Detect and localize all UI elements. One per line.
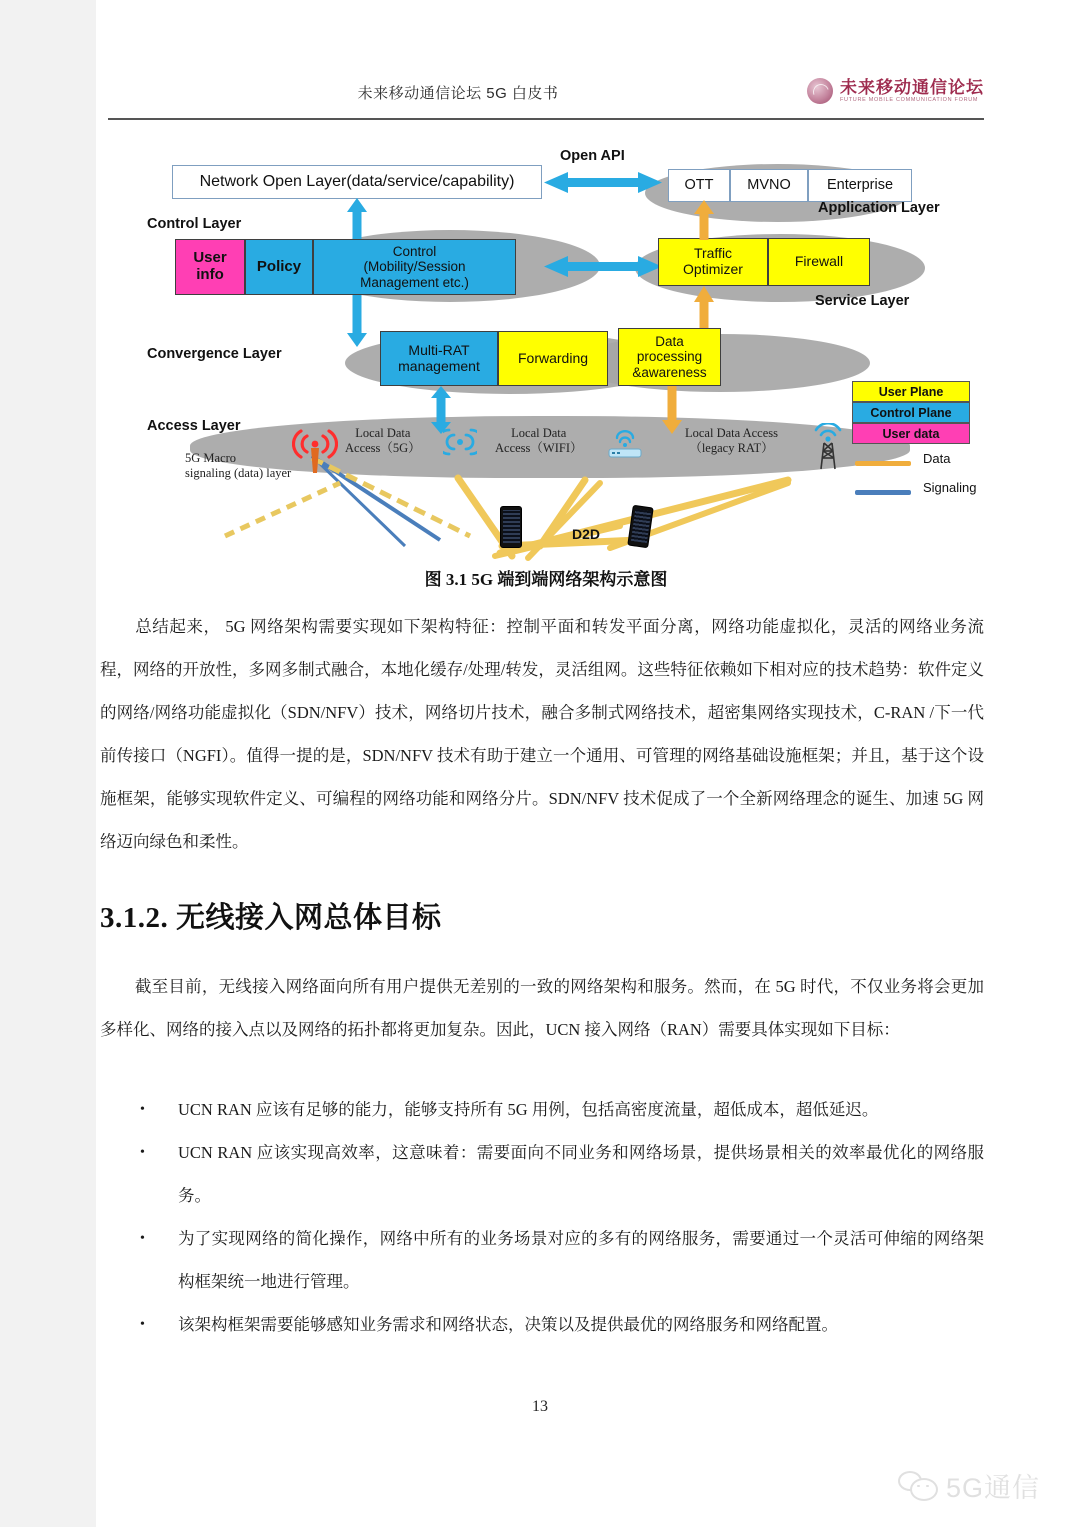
legend-user-plane-label: User Plane (878, 384, 944, 399)
control-box-user-info-label: User (193, 249, 227, 267)
application-box-enterprise (808, 169, 912, 202)
header-title: 未来移动通信论坛 5G 白皮书 (357, 85, 559, 102)
bullet-text-2: UCN RAN 应该实现高效率，这意味着：需要面向不同业务和网络场景，提供场景相关的效率最优化的网络服务。 (178, 1143, 984, 1205)
page-number: 13 (532, 1398, 548, 1415)
macro-base-station-icon (292, 426, 338, 474)
access-layer-label: Access Layer (147, 418, 241, 434)
access-node-wifi-label: Local Data Access（WIFI） (495, 426, 583, 455)
watermark-text: 5G通信 (945, 1473, 1040, 1503)
d2d-label: D2D (572, 526, 601, 542)
convergence-to-control-arrow-icon (346, 295, 368, 347)
application-box-mvno (730, 169, 808, 202)
access-node-5g-label: Local Data Access（5G） (345, 426, 421, 455)
application-box-mvno-label: MVNO (747, 177, 791, 194)
control-box-policy-label: Policy (256, 257, 302, 275)
legend-signaling-label: Signaling (923, 480, 977, 495)
watermark (898, 1466, 1040, 1505)
logo-name-en: FUTURE MOBILE COMMUNICATION FORUM (840, 96, 979, 103)
application-box-ott-label: OTT (684, 177, 714, 194)
access-node-legacy-label: Local Data Access （legacy RAT） (685, 426, 779, 455)
paragraph-architecture-summary-text: 总结起来， 5G 网络架构需要实现如下架构特征：控制平面和转发平面分离，网络功能虚拟化，灵活的网络业务流程，网络的开放性，多网多制式融合，本地化缓存/处理/转发，灵活组网。这些特征依赖如下相对应的技术趋势：软件定义的网络/网络功能虚拟化（SDN/NFV）技术，网络切片技术，融合多制式网络技术，超密集网络实现技术，C-RAN /下一代前传接口（NGFI）。值得一提的是，SDN/NFV 技术有助于建立一个通用、可管理的网络基础设施框架；并且，基于这个设施框架，能够实现软件定义、可编程的网络功能和网络分片。SDN/NFV 技术促成了一个全新网络理念的诞生、加速 5G 网络迈向绿色和柔性。 (100, 617, 984, 851)
bullet-text-1: UCN RAN 应该有足够的能力，能够支持所有 5G 用例，包括高密度流量，超低成本，超低延迟。 (178, 1100, 879, 1119)
access-node-macro-label: 5G Macro signaling (data) layer (185, 451, 292, 480)
legend-user-data (852, 423, 970, 444)
application-layer-label: Application Layer (818, 200, 940, 216)
service-box-firewall (768, 238, 870, 286)
page-left-margin (0, 0, 96, 1527)
list-item (100, 1303, 984, 1346)
application-box-enterprise-label: Enterprise (826, 177, 894, 194)
paragraph-ran-goals-text: 截至目前，无线接入网络面向所有用户提供无差别的一致的网络架构和服务。然而，在 5G 时代，不仅业务将会更加多样化、网络的接入点以及网络的拓扑都将更加复杂。因此，UCN 接入网络（RAN）需要具体实现如下目标： (100, 977, 984, 1039)
control-box-control-label: Control (392, 244, 437, 260)
control-layer-label: Control Layer (147, 216, 242, 232)
convergence-layer-label: Convergence Layer (147, 346, 282, 362)
control-to-open-layer-arrow-icon (346, 198, 368, 244)
logo-name-cn: 未来移动通信论坛 (840, 78, 984, 98)
figure-caption: 图 3.1 5G 端到端网络架构示意图 (424, 570, 668, 589)
control-box-policy (245, 239, 313, 295)
service-box-traffic-optimizer: Traffic Optimizer (658, 238, 768, 286)
legend-user-data-label: User data (882, 426, 940, 441)
list-item (100, 1217, 984, 1303)
logo-emblem-icon (807, 78, 833, 104)
control-box-control: Control (Mobility/Session Management etc.) (313, 239, 516, 295)
service-box-firewall-label: Firewall (794, 253, 844, 270)
header-divider (108, 118, 984, 120)
network-open-layer-box (172, 165, 542, 199)
legend-control-plane-label: Control Plane (870, 405, 952, 420)
wifi-router-icon (603, 428, 647, 462)
legend-data-label: Data (923, 451, 951, 466)
open-api-arrow-icon (544, 170, 662, 196)
convergence-box-data-processing-label: Data (655, 334, 684, 350)
forum-logo (807, 78, 984, 104)
convergence-box-forwarding-label: Forwarding (517, 349, 589, 366)
convergence-box-forwarding (498, 331, 608, 386)
ran-goals-bullet-list (100, 1088, 984, 1346)
user-device-1-icon (500, 506, 522, 548)
section-heading-3-1-2: 3.1.2. 无线接入网总体目标 (100, 902, 442, 934)
paragraph-ran-goals (100, 965, 984, 1051)
list-item (100, 1088, 984, 1131)
control-box-user-info: User info (175, 239, 245, 295)
application-box-ott (668, 169, 730, 202)
service-box-traffic-optimizer-label: Traffic (693, 245, 733, 262)
service-to-application-arrow-icon (693, 200, 715, 240)
convergence-box-data-processing: Data processing &awareness (618, 328, 721, 386)
bullet-text-4: 该架构框架需要能够感知业务需求和网络状态，决策以及提供最优的网络服务和网络配置。 (178, 1315, 838, 1334)
legend-signaling-line-swatch (855, 490, 911, 495)
chat-bubble-icon (898, 1471, 938, 1501)
legacy-rat-tower-icon (808, 423, 848, 471)
list-item (100, 1131, 984, 1217)
network-open-layer-label: Network Open Layer(data/service/capability) (199, 173, 515, 191)
legend-user-plane (852, 381, 970, 402)
bullet-text-3: 为了实现网络的简化操作，网络中所有的业务场景对应的多有的网络服务，需要通过一个灵活可伸缩的网络架构框架统一地进行管理。 (178, 1229, 984, 1291)
small-cell-5g-icon (443, 426, 477, 460)
page-header (108, 78, 984, 118)
open-api-label: Open API (560, 148, 625, 164)
convergence-box-multi-rat: Multi-RAT management (380, 331, 498, 386)
convergence-to-access-arrow-orange-icon (661, 386, 683, 434)
control-to-service-arrow-icon (544, 254, 662, 280)
network-architecture-figure (140, 138, 990, 563)
legend-control-plane (852, 402, 970, 423)
legend-data-line-swatch (855, 461, 911, 466)
convergence-box-multi-rat-label: Multi-RAT (408, 341, 470, 358)
paragraph-architecture-summary (100, 605, 984, 863)
service-layer-label: Service Layer (815, 293, 910, 309)
